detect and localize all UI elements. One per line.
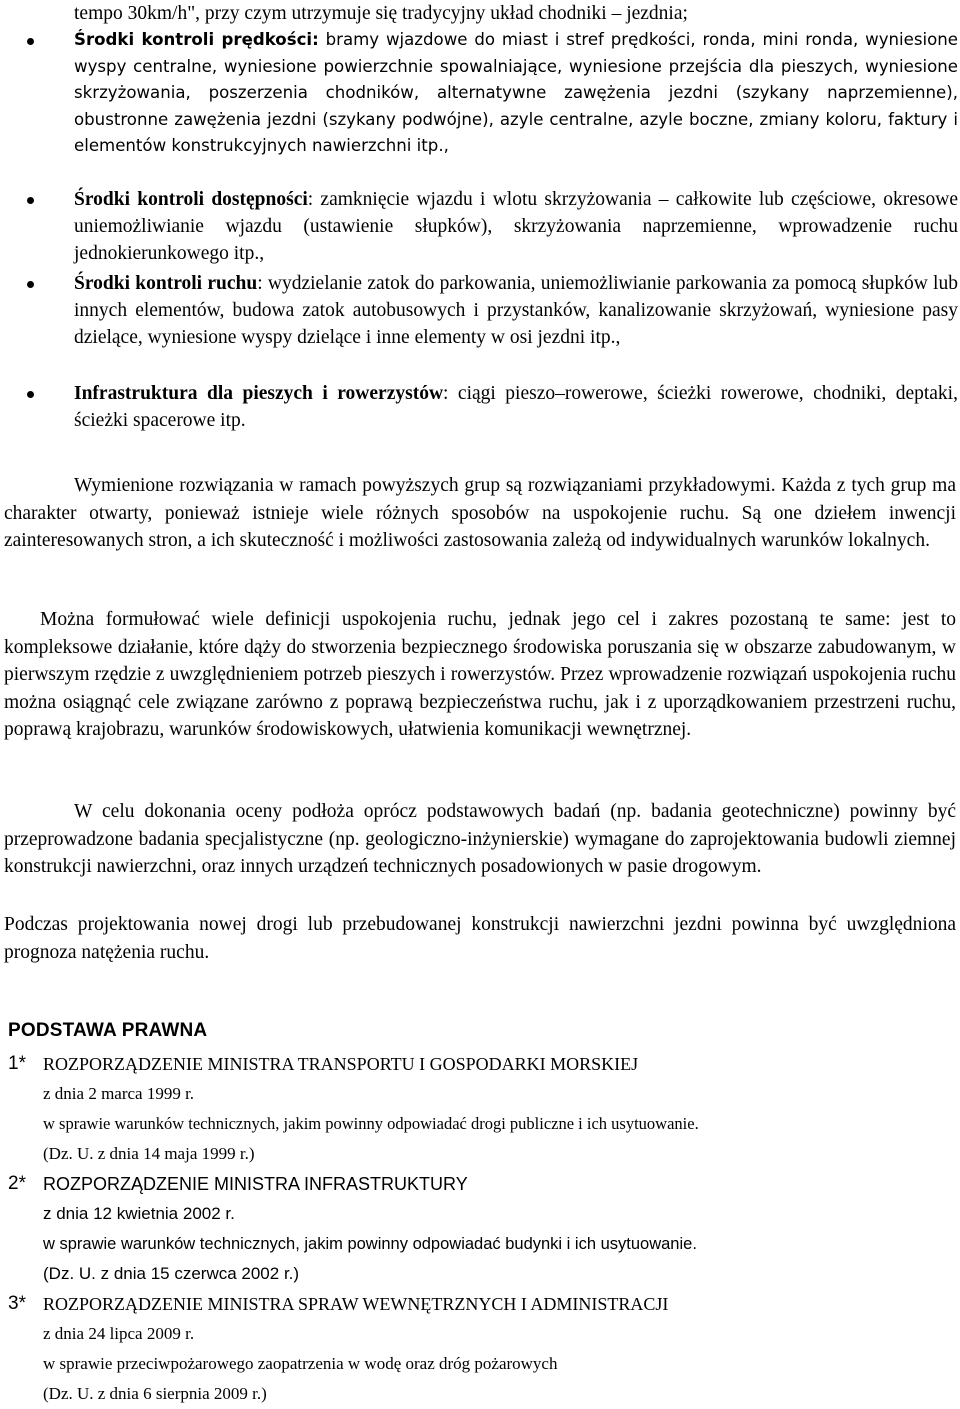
ref-subject: w sprawie warunków technicznych, jakim powinny odpowiadać budynki i ich usytuowanie. xyxy=(43,1235,697,1253)
ref-publication: (Dz. U. z dnia 14 maja 1999 r.) xyxy=(43,1144,255,1163)
measures-list xyxy=(0,27,960,436)
ref-title: ROZPORZĄDZENIE MINISTRA TRANSPORTU I GOSPODARKI MORSKIEJ xyxy=(43,1054,639,1074)
legal-ref-3 xyxy=(8,1289,953,1409)
ref-subject: w sprawie warunków technicznych, jakim powinny odpowiadać drogi publiczne i ich usytuowanie. xyxy=(43,1114,699,1133)
continuation-line: tempo 30km/h", przy czym utrzymuje się tradycyjny układ chodniki – jezdnia; xyxy=(74,3,688,24)
list-item-title: Środki kontroli prędkości: xyxy=(74,30,319,49)
paragraph-examples: Wymienione rozwiązania w ramach powyższych grup są rozwiązaniami przykładowymi. Każda z tych grup ma charakter otwarty, ponieważ istnieje wiele różnych sposobów na uspokojenie ruchu. Są one dziełem inwencji zainteresowanych stron, a ich skuteczność i możliwości zastosowania zależą od indywidualnych warunków lokalnych. xyxy=(4,475,956,552)
list-item-access-control xyxy=(0,186,958,269)
list-item-text: : wydzielanie zatok do parkowania, uniemożliwianie parkowania za pomocą słupków lub innych elementów, budowa zatok autobusowych i przystanków, kanalizowanie skrzyżowań, wyniesione pasy dzielące, wyniesione wyspy dzielące i inne elementy w osi jezdni itp., xyxy=(74,273,958,348)
list-item-text: : zamknięcie wjazdu i wlotu skrzyżowania – całkowite lub częściowe, okresowe uniemożliwianie wjazdu (ustawienie słupków), skrzyżowania naprzemienne, wprowadzenie ruchu jednokierunkowego itp., xyxy=(74,189,958,264)
bullet-icon xyxy=(27,197,34,204)
list-item-title: Infrastruktura dla pieszych i rowerzystów xyxy=(74,383,444,404)
list-item-infrastructure xyxy=(0,380,958,436)
list-item-text: bramy wjazdowe do miast i stref prędkości, ronda, mini ronda, wyniesione wyspy centralne, wyniesione powierzchnie spowalniające, wyniesione przejścia dla pieszych, wyniesione skrzyżowania, poszerzenia chodników, alternatywne zawężenia jezdni (szykany naprzemienne), obustronne zawężenia jezdni (szykany podwójne), azyle centralne, azyle boczne, zmiany koloru, faktury i elementów konstrukcyjnych nawierzchni itp., xyxy=(74,30,959,155)
bullet-icon xyxy=(27,281,34,288)
ref-date: z dnia 2 marca 1999 r. xyxy=(43,1084,195,1103)
paragraph-traffic-forecast: Podczas projektowania nowej drogi lub przebudowanej konstrukcji nawierzchni jezdni powinna być uwzględniona prognoza natężenia ruchu. xyxy=(4,914,956,963)
legal-ref-2 xyxy=(8,1169,953,1289)
ref-date: z dnia 24 lipca 2009 r. xyxy=(43,1324,195,1343)
ref-publication: (Dz. U. z dnia 6 sierpnia 2009 r.) xyxy=(43,1384,267,1403)
paragraph-ground-assessment: W celu dokonania oceny podłoża oprócz podstawowych badań (np. badania geotechniczne) powinny być przeprowadzone badania specjalistyczne (np. geologiczno-inżynierskie) wymagane do zaprojektowania budowli ziemnej konstrukcji nawierzchni, oraz innych urządzeń technicznych posadowionych w pasie drogowym. xyxy=(4,801,956,878)
section-heading: PODSTAWA PRAWNA xyxy=(8,1020,208,1041)
list-item-title: Środki kontroli dostępności xyxy=(74,189,308,210)
list-item-speed-control xyxy=(0,27,958,189)
list-item-text: : ciągi pieszo–rowerowe, ścieżki rowerowe, chodniki, deptaki, ścieżki spacerowe itp. xyxy=(74,383,958,431)
bullet-icon xyxy=(27,391,34,398)
ref-publication: (Dz. U. z dnia 15 czerwca 2002 r.) xyxy=(43,1264,300,1283)
bullet-icon xyxy=(27,38,34,45)
list-item-title: Środki kontroli ruchu xyxy=(74,273,258,294)
legal-ref-1 xyxy=(8,1049,953,1169)
ref-number: 3* xyxy=(8,1293,26,1314)
ref-subject: w sprawie przeciwpożarowego zaopatrzenia w wodę oraz dróg pożarowych xyxy=(43,1354,558,1373)
ref-number: 2* xyxy=(8,1173,26,1194)
ref-title: ROZPORZĄDZENIE MINISTRA SPRAW WEWNĘTRZNYCH I ADMINISTRACJI xyxy=(43,1294,669,1314)
ref-date: z dnia 12 kwietnia 2002 r. xyxy=(43,1204,235,1223)
ref-number: 1* xyxy=(8,1053,26,1074)
list-item-traffic-control xyxy=(0,270,958,380)
ref-title: ROZPORZĄDZENIE MINISTRA INFRASTRUKTURY xyxy=(43,1174,468,1194)
legal-basis-section xyxy=(8,1020,953,1409)
paragraph-definition: Można formułować wiele definicji uspokojenia ruchu, jednak jego cel i zakres pozostaną te same: jest to kompleksowe działanie, które dąży do stworzenia bezpiecznego środowiska poruszania się w obszarze zabudowanym, w pierwszym rzędzie z uwzględnieniem potrzeb pieszych i rowerzystów. Przez wprowadzenie rozwiązań uspokojenia ruchu można osiągnąć cele związane zarówno z poprawą bezpieczeństwa ruchu, jak i z uporządkowaniem przestrzeni ruchu, poprawą krajobrazu, warunków środowiskowych, ułatwienia komunikacji wewnętrznej. xyxy=(4,609,956,741)
